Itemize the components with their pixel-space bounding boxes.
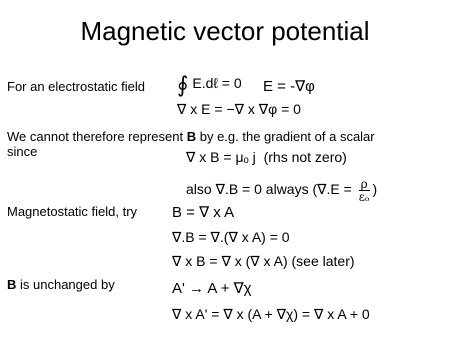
equation-divergence-b bbox=[186, 178, 377, 203]
equation-gauge-transform: A' → A + ∇χ bbox=[172, 280, 252, 297]
equation-eq4-paren: (∇.E = bbox=[312, 181, 352, 198]
equation-eq7-note: (see later) bbox=[291, 253, 355, 269]
equation-b-curl-a: B = ∇ x A bbox=[172, 204, 235, 221]
slide-title: Magnetic vector potential bbox=[80, 16, 370, 46]
equation-eq4-also: also ∇.B = 0 always bbox=[186, 181, 309, 198]
b-bold-text: B bbox=[186, 129, 197, 144]
equation-e-gradient: E = -∇φ bbox=[263, 78, 315, 95]
fraction-numerator: ρ bbox=[360, 177, 368, 191]
equation-div-curl-a: ∇.B = ∇.(∇ x A) = 0 bbox=[172, 229, 290, 245]
equation-eq7: ∇ x B = ∇ x (∇ x A) bbox=[172, 253, 288, 269]
unchanged-text bbox=[7, 277, 115, 292]
b-bold-text-2: B bbox=[7, 277, 17, 292]
equation-eq3-main: ∇ x B = μₒ j bbox=[186, 149, 256, 165]
equation-closed-loop-integral bbox=[177, 73, 242, 98]
equation-eq1a: E.dℓ = 0 bbox=[192, 75, 242, 91]
cannot-text-part2: by e.g. the gradient of a scalar bbox=[199, 129, 375, 144]
electrostatic-text: For an electrostatic field bbox=[7, 79, 146, 94]
equation-gauge-invariance: ∇ x A' = ∇ x (A + ∇χ) = ∇ x A + 0 bbox=[172, 306, 370, 322]
equation-curl-e: ∇ x E = −∇ x ∇φ = 0 bbox=[177, 101, 301, 117]
since-text: since bbox=[7, 144, 38, 159]
fraction-denominator: εₒ bbox=[358, 190, 370, 204]
integral-symbol: ∮ bbox=[177, 73, 189, 98]
closing-paren: ) bbox=[372, 181, 378, 198]
fraction-rho-epsilon bbox=[357, 178, 372, 203]
cannot-text-part1: We cannot therefore represent bbox=[7, 129, 184, 144]
unchanged-text-part: is unchanged by bbox=[20, 277, 115, 292]
magnetostatic-text: Magnetostatic field, try bbox=[7, 204, 138, 219]
equation-curl-b-current bbox=[186, 149, 347, 165]
equation-eq3-note: (rhs not zero) bbox=[263, 149, 347, 165]
equation-curl-curl-a bbox=[172, 253, 355, 269]
cannot-represent-text bbox=[7, 129, 375, 144]
